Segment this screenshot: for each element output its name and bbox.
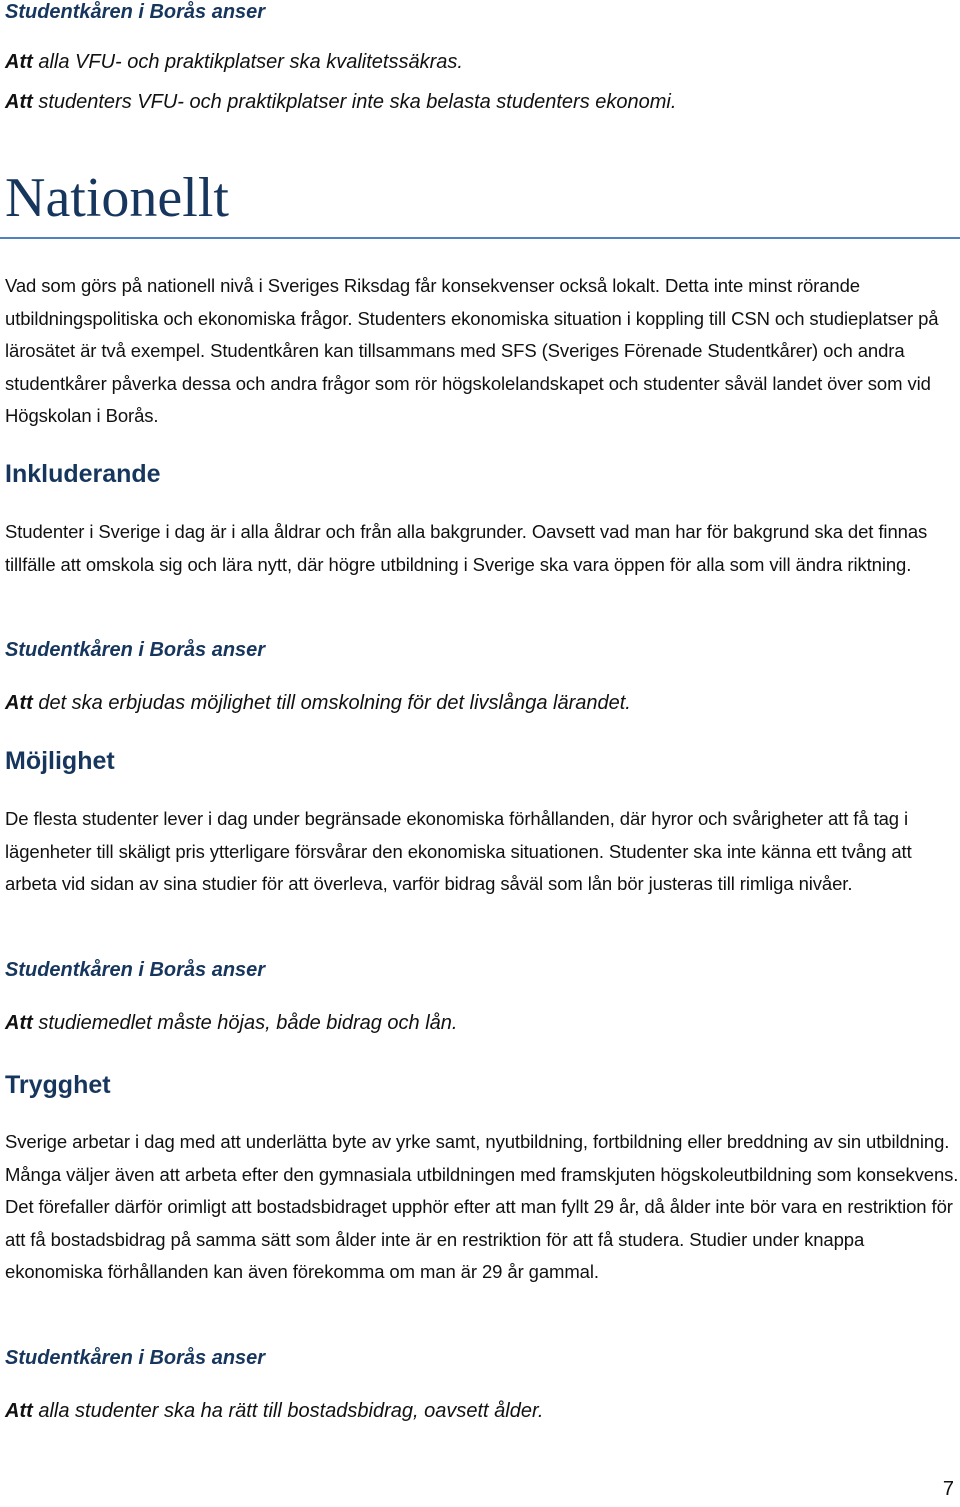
att-item-trygghet — [5, 1399, 543, 1423]
anser-heading-mojlighet: Studentkåren i Borås anser — [5, 959, 266, 981]
anser-heading-trygghet: Studentkåren i Borås anser — [5, 1347, 266, 1369]
att-lead: Att — [5, 1012, 33, 1034]
section-title-nationellt: Nationellt — [5, 167, 229, 229]
att-item-2 — [5, 90, 676, 114]
paragraph-trygghet: Sverige arbetar i dag med att underlätta byte av yrke samt, nyutbildning, fortbildning eller breddning av sin utbildning. Många väljer även att arbeta efter den gymnasiala utbildningen med framskjuten högskoleutbildning som konsekvens. Det förefaller därför orimligt att bostadsbidraget upphör efter att man fyllt 29 år, då ålder inte bör vara en restriktion för att få bostadsbidrag på samma sätt som ålder inte är en restriktion för att få studera. Studier under knappa ekonomiska förhållanden kan även förekomma om man är 29 år gammal. — [5, 1131, 959, 1283]
att-text: studiemedlet måste höjas, både bidrag och lån. — [32, 1012, 458, 1034]
att-item-mojlighet — [5, 1011, 457, 1035]
att-item-inkluderande — [5, 691, 631, 715]
att-text: studenters VFU- och praktikplatser inte ska belasta studenters ekonomi. — [32, 91, 677, 113]
title-rule — [0, 237, 960, 239]
anser-heading-top: Studentkåren i Borås anser — [5, 1, 266, 23]
att-lead: Att — [5, 692, 33, 714]
att-text: det ska erbjudas möjlighet till omskolning för det livslånga lärandet. — [32, 692, 631, 714]
anser-heading-inkluderande: Studentkåren i Borås anser — [5, 639, 266, 661]
paragraph-inkluderande: Studenter i Sverige i dag är i alla åldrar och från alla bakgrunder. Oavsett vad man har för bakgrund ska det finnas tillfälle att omskola sig och lära nytt, där högre utbildning i Sverige ska vara öppen för alla som vill ändra riktning. — [5, 521, 928, 575]
heading-trygghet: Trygghet — [5, 1071, 111, 1099]
att-lead: Att — [5, 1400, 33, 1422]
att-text: alla VFU- och praktikplatser ska kvalitetssäkras. — [32, 51, 463, 73]
heading-mojlighet: Möjlighet — [5, 747, 115, 775]
att-item-1 — [5, 50, 463, 74]
paragraph-mojlighet: De flesta studenter lever i dag under begränsade ekonomiska förhållanden, där hyror och svårigheter att få tag i lägenheter till skäligt pris ytterligare försvårar den ekonomiska situationen. Studenter ska inte känna ett tvång att arbeta vid sidan av sina studier för att överleva, varför bidrag såväl som lån bör justeras till rimliga nivåer. — [5, 808, 912, 895]
paragraph-nationellt: Vad som görs på nationell nivå i Sveriges Riksdag får konsekvenser också lokalt. Detta inte minst rörande utbildningspolitiska och ekonomiska frågor. Studenters ekonomiska situation i koppling till CSN och studieplatser på lärosätet är två exempel. Studentkåren kan tillsammans med SFS (Sveriges Förenade Studentkårer) och andra studentkårer påverka dessa och andra frågor som rör högskolelandskapet och studenter såväl landet över som vid Högskolan i Borås. — [5, 275, 939, 427]
page-number: 7 — [942, 1478, 954, 1500]
heading-inkluderande: Inkluderande — [5, 460, 161, 488]
att-lead: Att — [5, 91, 33, 113]
att-lead: Att — [5, 51, 33, 73]
att-text: alla studenter ska ha rätt till bostadsbidrag, oavsett ålder. — [32, 1400, 544, 1422]
